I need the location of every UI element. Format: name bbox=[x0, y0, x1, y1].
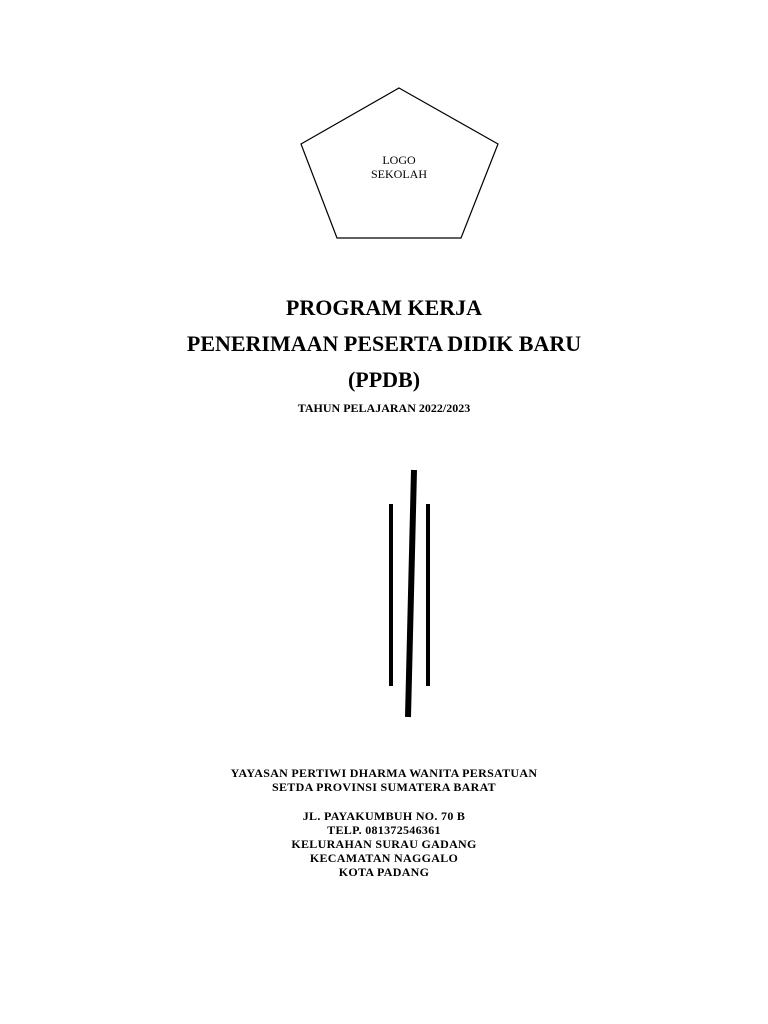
address-city: KOTA PADANG bbox=[338, 865, 430, 879]
organization-block bbox=[0, 766, 768, 794]
document-title-line2: PENERIMAAN PESERTA DIDIK BARU bbox=[186, 331, 582, 356]
organization-name: YAYASAN PERTIWI DHARMA WANITA PERSATUAN bbox=[230, 766, 538, 780]
document-title-line3: (PPDB) bbox=[347, 367, 421, 392]
logo-label bbox=[298, 153, 500, 181]
address-kecamatan: KECAMATAN NAGGALO bbox=[309, 851, 459, 865]
address-block bbox=[0, 809, 768, 879]
address-phone: TELP. 081372546361 bbox=[327, 823, 441, 837]
school-logo-placeholder bbox=[298, 86, 500, 242]
decorative-lines bbox=[378, 466, 438, 722]
ornament-center-bar bbox=[408, 470, 414, 717]
document-title-line1: PROGRAM KERJA bbox=[285, 295, 483, 320]
address-street: JL. PAYAKUMBUH NO. 70 B bbox=[302, 809, 466, 823]
academic-year: TAHUN PELAJARAN 2022/2023 bbox=[297, 401, 471, 415]
logo-label-line2: SEKOLAH bbox=[371, 167, 427, 181]
address-kelurahan: KELURAHAN SURAU GADANG bbox=[291, 837, 477, 851]
organization-setda: SETDA PROVINSI SUMATERA BARAT bbox=[272, 780, 496, 794]
logo-label-line1: LOGO bbox=[382, 153, 416, 167]
